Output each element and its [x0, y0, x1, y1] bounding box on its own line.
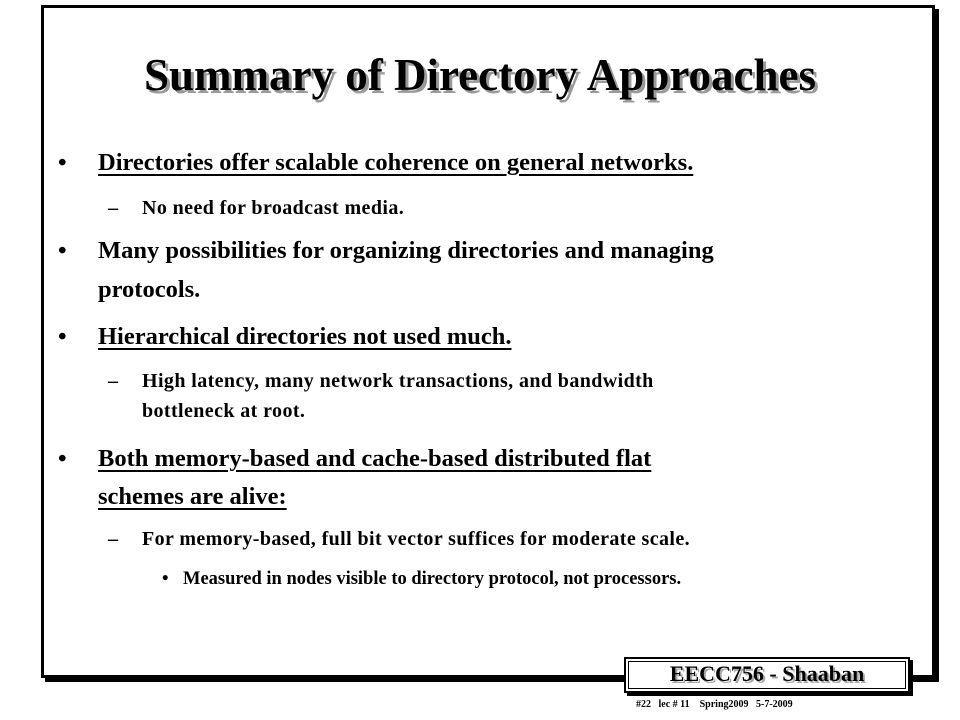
dash-marker: –	[108, 370, 119, 392]
bullet-text: Hierarchical directories not used much.	[98, 323, 512, 350]
bullet-text-line2: schemes are alive:	[98, 483, 287, 510]
course-footer-box	[624, 657, 910, 693]
bullet-many-possibilities-cont	[98, 272, 200, 308]
subbullet-text-line1: High latency, many network transactions, and bandwidth	[142, 370, 654, 392]
bullet-both-schemes	[58, 441, 652, 477]
subbullet-text: For memory-based, full bit vector suffices for moderate scale.	[142, 528, 691, 550]
subbullet-full-bit-vector	[108, 524, 691, 554]
lecture-info: #22 lec # 11 Spring2009 5-7-2009	[636, 699, 793, 710]
bullet-marker: •	[58, 149, 67, 176]
subbullet-no-broadcast	[108, 193, 405, 223]
bullet-marker: •	[58, 323, 67, 350]
bullet-text-line1: Both memory-based and cache-based distributed flat	[98, 445, 652, 472]
bullet-text-line2: protocols.	[98, 276, 201, 303]
bullet-marker: •	[58, 445, 67, 472]
bullet-hierarchical	[58, 319, 512, 355]
subbullet-high-latency-cont	[142, 396, 305, 426]
dash-marker: –	[108, 528, 119, 550]
bullet-marker: •	[58, 237, 67, 264]
bullet-both-schemes-cont	[98, 479, 287, 515]
subbullet-text-line2: bottleneck at root.	[142, 400, 306, 422]
bullet-directories-scalable	[58, 145, 694, 181]
subbullet-text: No need for broadcast media.	[142, 197, 405, 219]
slide-title: Summary of Directory Approaches	[143, 50, 816, 100]
bullet-marker: •	[162, 569, 169, 589]
dash-marker: –	[108, 197, 119, 219]
course-label: EECC756 - Shaaban	[669, 661, 865, 686]
subbullet-high-latency	[108, 366, 654, 396]
subsubbullet-text: Measured in nodes visible to directory protocol, not processors.	[183, 569, 682, 589]
bullet-many-possibilities	[58, 233, 714, 269]
bullet-text: Directories offer scalable coherence on general networks.	[98, 149, 694, 176]
footer-box-inner-border	[628, 661, 906, 689]
subsubbullet-measured-nodes	[162, 566, 682, 592]
bullet-text-line1: Many possibilities for organizing directories and managing	[98, 237, 714, 264]
